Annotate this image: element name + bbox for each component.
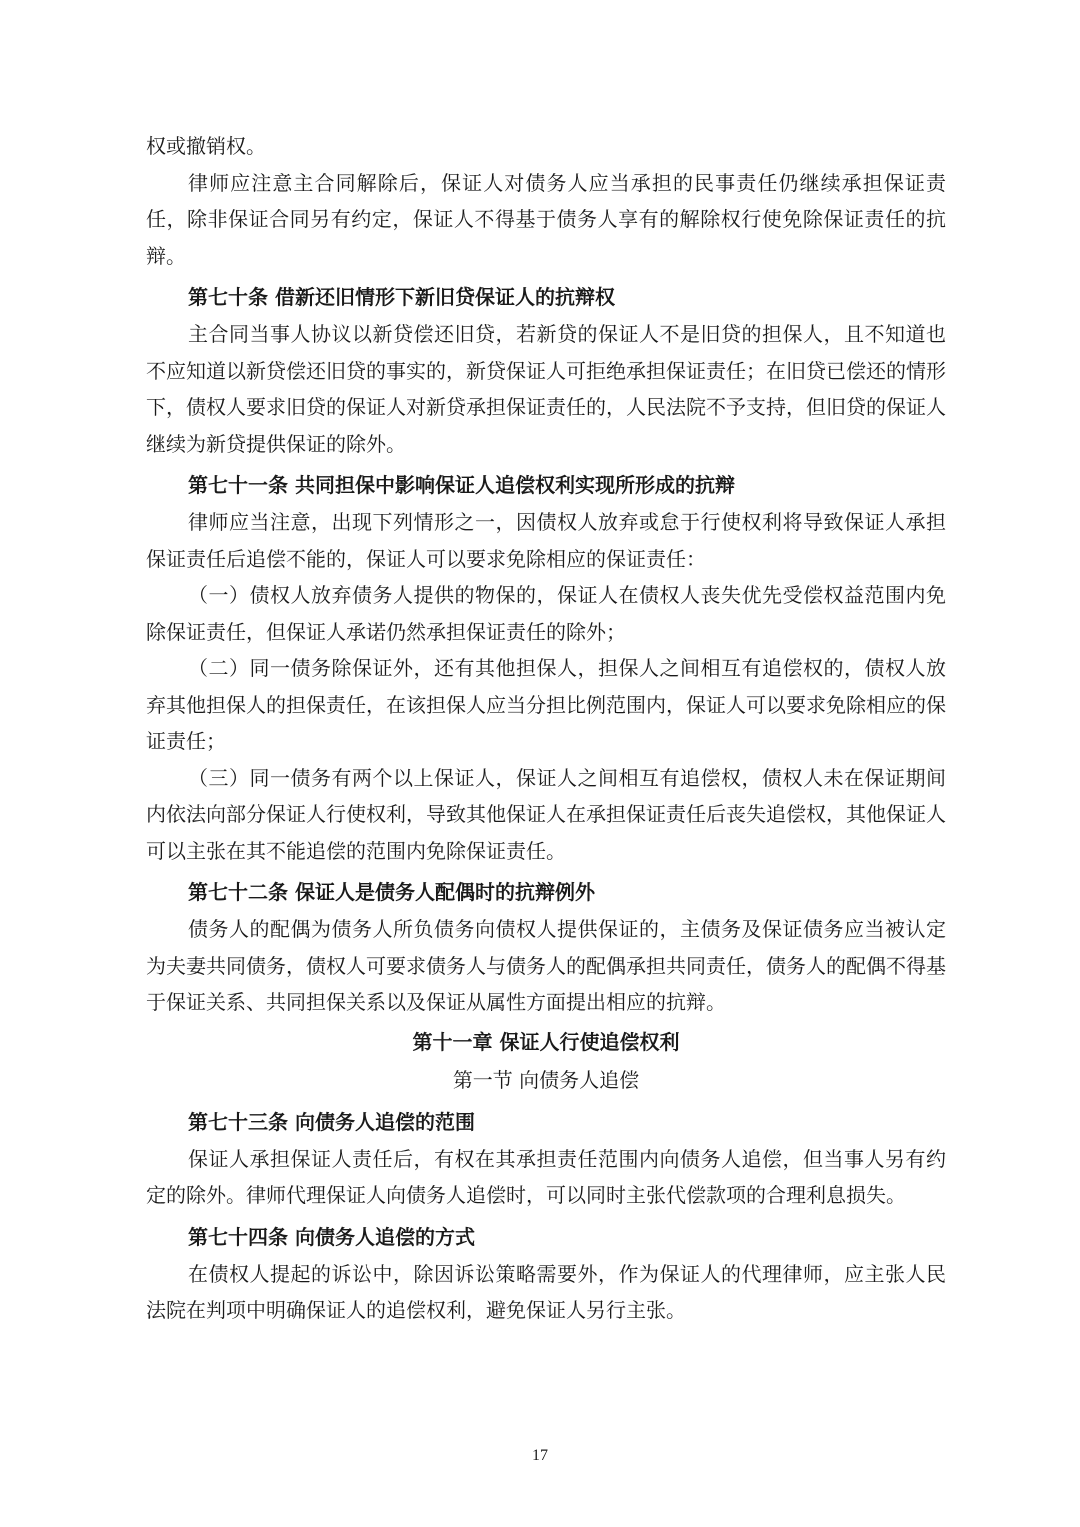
document-body: [146, 128, 946, 1329]
paragraph: 律师应当注意，出现下列情形之一，因债权人放弃或怠于行使权利将导致保证人承担保证责任后追偿不能的，保证人可以要求免除相应的保证责任：: [146, 510, 946, 571]
paragraph: 债务人的配偶为债务人所负债务向债权人提供保证的，主债务及保证债务应当被认定为夫妻共同债务，债权人可要求债务人与债务人的配偶承担共同责任，债务人的配偶不得基于保证关系、共同担保关系以及保证从属性方面提出相应的抗辩。: [146, 917, 946, 1014]
page-number: 17: [532, 1447, 548, 1464]
chapter-title: 第十一章 保证人行使追偿权利: [412, 1029, 680, 1054]
article-heading-71: 第七十一条 共同担保中影响保证人追偿权利实现所形成的抗辩: [188, 473, 735, 497]
paragraph: 律师应注意主合同解除后，保证人对债务人应当承担的民事责任仍继续承担保证责任，除非保证合同另有约定，保证人不得基于债务人享有的解除权行使免除保证责任的抗辩。: [146, 170, 946, 268]
paragraph-continuation: 权或撤销权。: [146, 134, 266, 158]
paragraph: 主合同当事人协议以新贷偿还旧贷，若新贷的保证人不是旧贷的担保人，且不知道也不应知道以新贷偿还旧贷的事实的，新贷保证人可拒绝承担保证责任；在旧贷已偿还的情形下，债权人要求旧贷的保证人对新贷承担保证责任的，人民法院不予支持，但旧贷的保证人继续为新贷提供保证的除外。: [146, 322, 946, 456]
section-title: 第一节 向债务人追偿: [452, 1067, 640, 1092]
list-item-3: （三）同一债务有两个以上保证人，保证人之间相互有追偿权，债权人未在保证期间内依法向部分保证人行使权利，导致其他保证人在承担保证责任后丧失追偿权，其他保证人可以主张在其不能追偿的范围内免除保证责任。: [146, 765, 946, 863]
paragraph: 在债权人提起的诉讼中，除因诉讼策略需要外，作为保证人的代理律师，应主张人民法院在判项中明确保证人的追偿权利，避免保证人另行主张。: [146, 1261, 946, 1322]
article-heading-70: 第七十条 借新还旧情形下新旧贷保证人的抗辩权: [188, 285, 615, 309]
list-item-1: （一）债权人放弃债务人提供的物保的，保证人在债权人丧失优先受偿权益范围内免除保证责任，但保证人承诺仍然承担保证责任的除外；: [146, 583, 946, 644]
paragraph: 保证人承担保证人责任后，有权在其承担责任范围内向债务人追偿，但当事人另有约定的除外。律师代理保证人向债务人追偿时，可以同时主张代偿款项的合理利息损失。: [146, 1146, 946, 1207]
article-heading-72: 第七十二条 保证人是债务人配偶时的抗辩例外: [188, 880, 595, 904]
list-item-2: （二）同一债务除保证外，还有其他担保人，担保人之间相互有追偿权的，债权人放弃其他担保人的担保责任，在该担保人应当分担比例范围内，保证人可以要求免除相应的保证责任；: [146, 656, 946, 753]
article-heading-73: 第七十三条 向债务人追偿的范围: [188, 1109, 475, 1134]
article-heading-74: 第七十四条 向债务人追偿的方式: [188, 1224, 475, 1249]
